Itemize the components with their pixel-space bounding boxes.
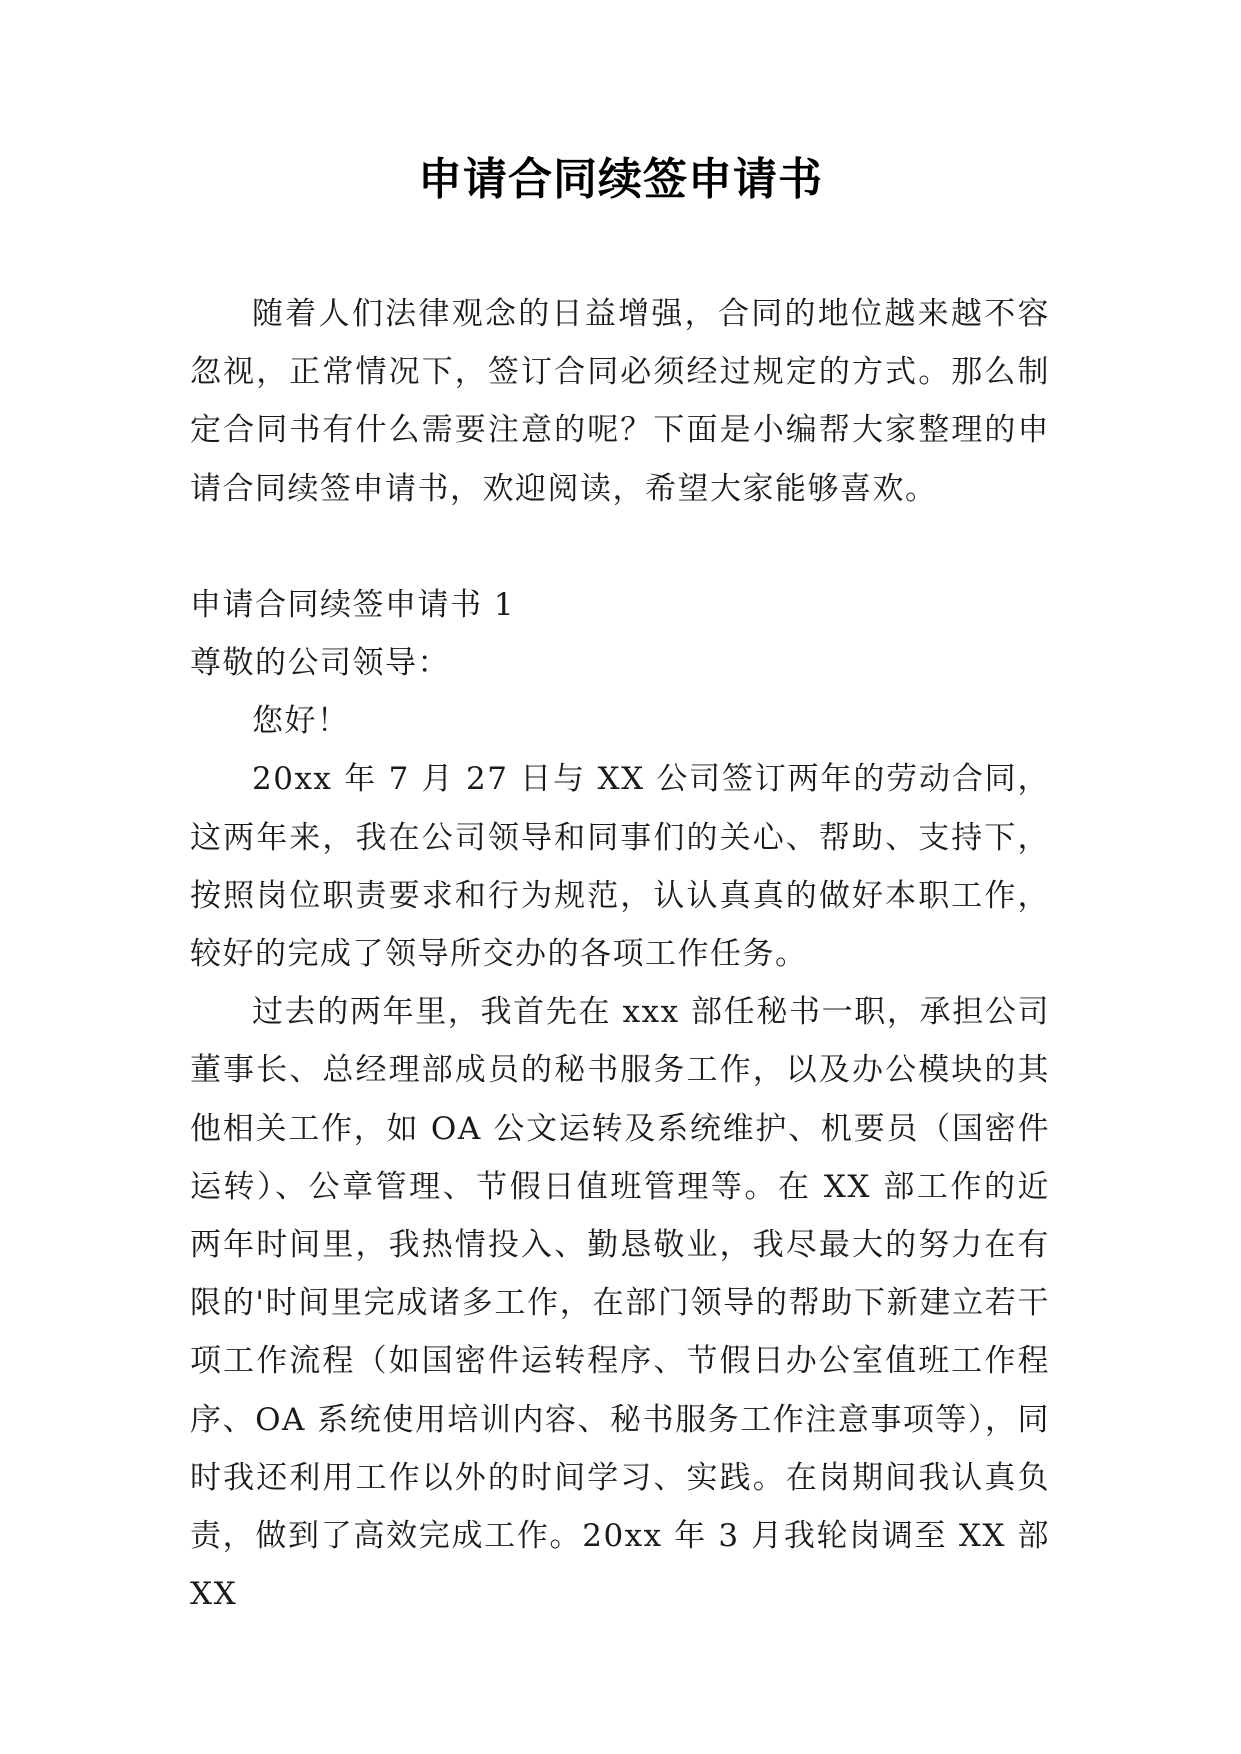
- document-title: 申请合同续签申请书: [418, 154, 823, 205]
- greeting: 您好！: [252, 703, 350, 740]
- section-heading: 申请合同续签申请书 1: [190, 586, 516, 623]
- intro-paragraph: 随着人们法律观念的日益增强，合同的地位越来越不容忽视，正常情况下，签订合同必须经过规定的方式。那么制定合同书有什么需要注意的呢？下面是小编帮大家整理的申请合同续签申请书，欢迎阅读，希望大家能够喜欢。: [190, 296, 1050, 507]
- document-body: [190, 285, 1050, 1623]
- salutation: 尊敬的公司领导：: [190, 645, 450, 682]
- paragraph-spacer: [190, 518, 1050, 576]
- body-paragraph-2: 过去的两年里，我首先在 xxx 部任秘书一职，承担公司董事长、总经理部成员的秘书服务工作，以及办公模块的其他相关工作，如 OA 公文运转及系统维护、机要员（国密件运转）、公章管理、节假日值班管理等。在 XX 部工作的近两年时间里，我热情投入、勤恳敬业，我尽最大的努力在有限的'时间里完成诸多工作，在部门领导的帮助下新建立若干项工作流程（如国密件运转程序、节假日办公室值班工作程序、OA 系统使用培训内容、秘书服务工作注意事项等），同时我还利用工作以外的时间学习、实践。在岗期间我认真负责，做到了高效完成工作。20xx 年 3 月我轮岗调至 XX 部 XX: [190, 994, 1050, 1613]
- body-paragraph-1: 20xx 年 7 月 27 日与 XX 公司签订两年的劳动合同，这两年来，我在公司领导和同事们的关心、帮助、支持下，按照岗位职责要求和行为规范，认认真真的做好本职工作，较好的完成了领导所交办的各项工作任务。: [190, 761, 1050, 973]
